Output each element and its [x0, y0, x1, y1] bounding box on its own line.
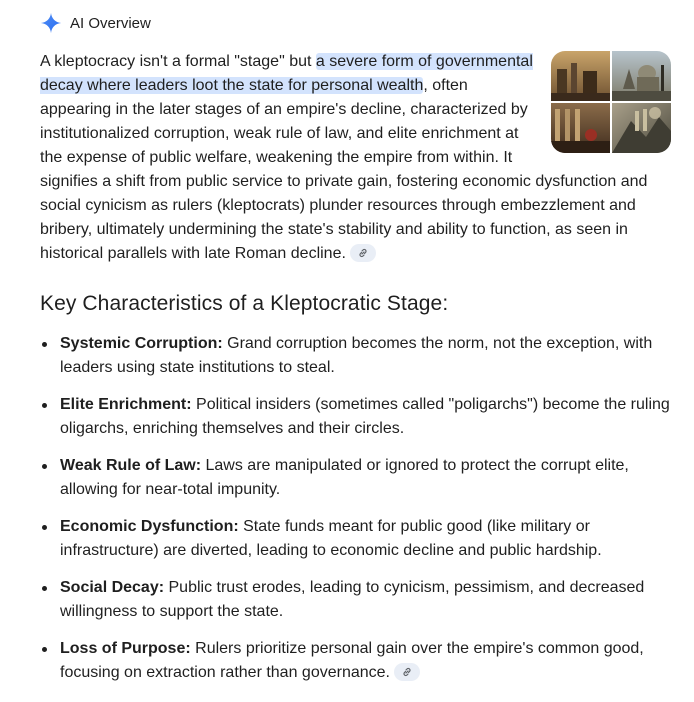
item-term: Economic Dysfunction: — [60, 518, 239, 535]
item-text: Public trust erodes, leading to cynicism, pessimism, and decreased willingness to support the state. — [60, 579, 645, 620]
item-term: Social Decay: — [60, 579, 165, 596]
list-item — [40, 332, 676, 380]
characteristics-list — [40, 332, 676, 698]
list-item — [40, 454, 676, 502]
bullet-icon — [42, 403, 47, 408]
item-text: State funds meant for public good (like military or infrastructure) are diverted, leading to economic decline and public hardship. — [60, 518, 602, 559]
intro-text-rest: , often appearing in the later stages of an empire's decline, characterized by institutionalized corruption, weak rule of law, and elite enrichment at the expense of public welfare, weakening the empire from within. It signifies a shift from public service to private gain, fostering economic dysfunction and social cynicism as rulers (kleptocrats) plunder resources through embezzlement and bribery, ultimately undermining the state's stability and ability to function, as seen in historical parallels with late Roman decline. — [40, 77, 648, 262]
bullet-icon — [42, 647, 47, 652]
bullet-icon — [42, 342, 47, 347]
item-text: Laws are manipulated or ignored to protect the corrupt elite, allowing for near-total impunity. — [60, 457, 629, 498]
list-item — [40, 515, 676, 563]
highlighted-definition[interactable]: a severe form of governmental decay where leaders loot the state for personal wealth — [40, 53, 533, 94]
section-heading: Key Characteristics of a Kleptocratic Stage: — [40, 292, 449, 315]
list-item — [40, 393, 676, 441]
list-item — [40, 576, 676, 624]
bullet-icon — [42, 586, 47, 591]
item-term: Loss of Purpose: — [60, 640, 191, 657]
source-link-button[interactable] — [394, 663, 420, 681]
list-item — [40, 637, 676, 685]
intro-text-start: A kleptocracy isn't a formal "stage" but — [40, 53, 316, 70]
overview-paragraph — [40, 50, 675, 266]
item-term: Systemic Corruption: — [60, 335, 223, 352]
bullet-icon — [42, 464, 47, 469]
classical-paintings-collage — [551, 51, 671, 153]
source-link-button[interactable] — [350, 244, 376, 262]
link-icon — [357, 247, 369, 259]
ai-overview-title: AI Overview — [70, 14, 151, 32]
ai-overview-header — [40, 12, 151, 34]
item-text: Political insiders (sometimes called "poligarchs") become the ruling oligarchs, enriching themselves and their circles. — [60, 396, 670, 437]
overview-image[interactable] — [551, 51, 671, 153]
sparkle-icon — [40, 12, 62, 34]
item-text: Grand corruption becomes the norm, not the exception, with leaders using state institutions to steal. — [60, 335, 653, 376]
item-term: Weak Rule of Law: — [60, 457, 202, 474]
item-text: Rulers prioritize personal gain over the empire's common good, focusing on extraction rather than governance. — [60, 640, 644, 681]
link-icon — [401, 666, 413, 678]
item-term: Elite Enrichment: — [60, 396, 192, 413]
bullet-icon — [42, 525, 47, 530]
